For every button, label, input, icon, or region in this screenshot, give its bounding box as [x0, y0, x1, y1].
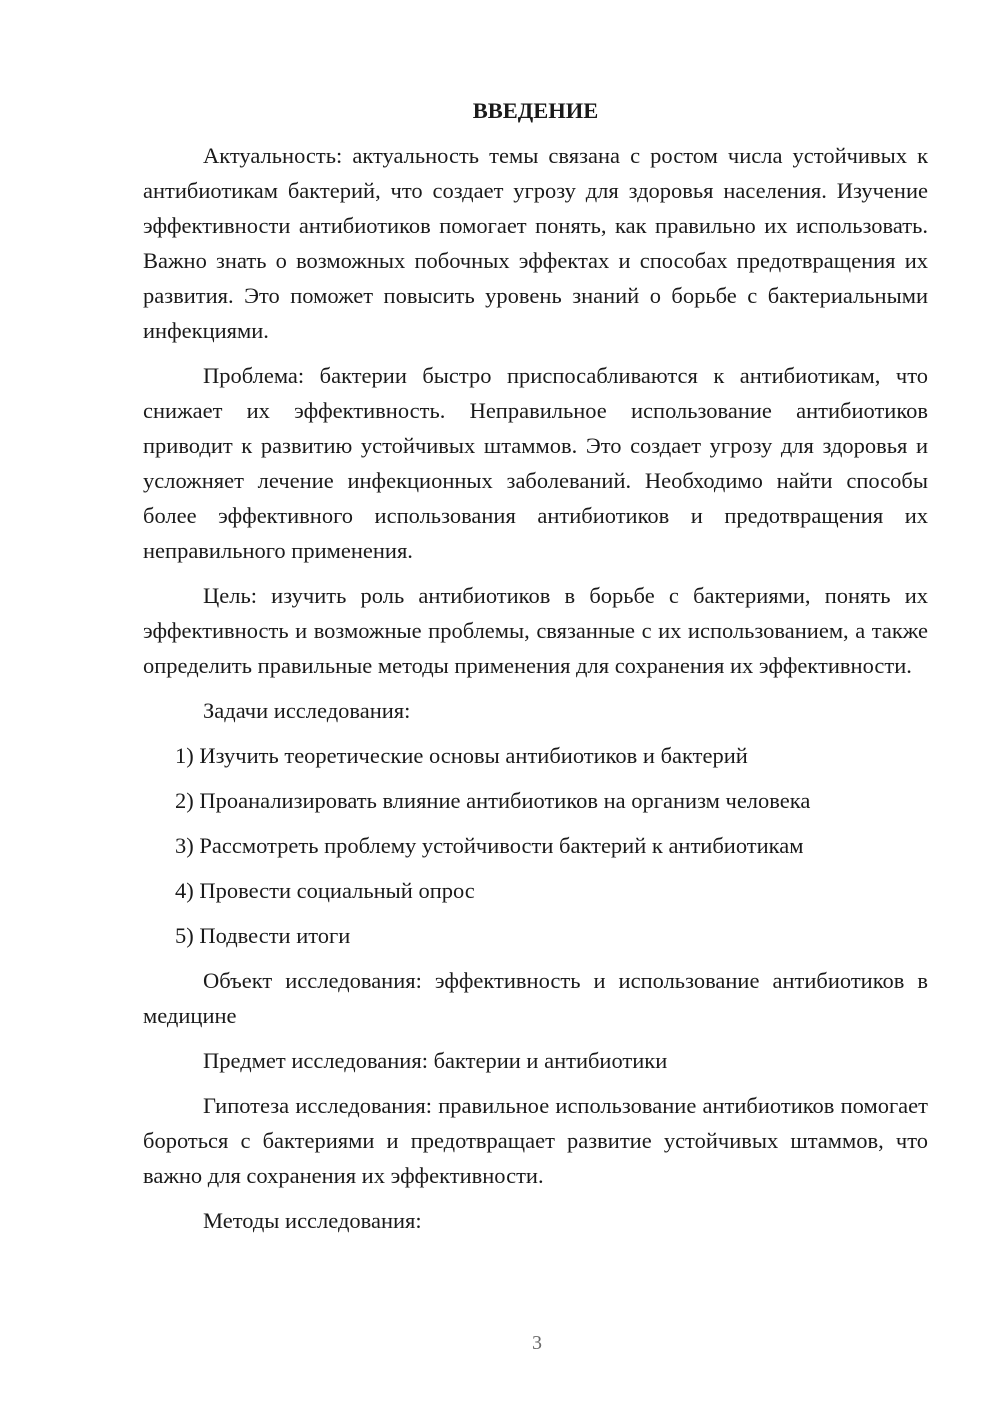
list-item: 4) Провести социальный опрос: [175, 878, 475, 903]
paragraph-problem: Проблема: бактерии быстро приспосабливаются к антибиотикам, что снижает их эффективность. Неправильное использование антибиотиков приводит к развитию устойчивых штаммов. Это создает угрозу для здоровья и усложняет лечение инфекционных заболеваний. Необходимо найти способы более эффективного использования антибиотиков и предотвращения их неправильного применения.: [143, 363, 928, 563]
section-heading: ВВЕДЕНИЕ: [472, 98, 599, 123]
list-item: 2) Проанализировать влияние антибиотиков на организм человека: [175, 788, 811, 813]
paragraph-relevance: Актуальность: актуальность темы связана с ростом числа устойчивых к антибиотикам бактерий, что создает угрозу для здоровья населения. Изучение эффективности антибиотиков помогает понять, как правильно их использовать. Важно знать о возможных побочных эффектах и способах предотвращения их развития. Это поможет повысить уровень знаний о борьбе с бактериальными инфекциями.: [143, 143, 928, 343]
paragraph-methods-title: Методы исследования:: [203, 1208, 422, 1233]
tasks-list: [143, 738, 928, 953]
page-number: 3: [532, 1332, 542, 1354]
paragraph-hypothesis: Гипотеза исследования: правильное использование антибиотиков помогает бороться с бактериями и предотвращает развитие устойчивых штаммов, что важно для сохранения их эффективности.: [143, 1093, 928, 1188]
list-item: 1) Изучить теоретические основы антибиотиков и бактерий: [175, 743, 748, 768]
page-content: [143, 93, 928, 1248]
paragraph-tasks-title: Задачи исследования:: [203, 698, 411, 723]
paragraph-subject: Предмет исследования: бактерии и антибиотики: [203, 1048, 668, 1073]
paragraph-goal: Цель: изучить роль антибиотиков в борьбе с бактериями, понять их эффективность и возможные проблемы, связанные с их использованием, а также определить правильные методы применения для сохранения их эффективности.: [143, 583, 928, 678]
list-item: 5) Подвести итоги: [175, 923, 351, 948]
paragraph-object: Объект исследования: эффективность и использование антибиотиков в медицине: [143, 968, 928, 1028]
list-item: 3) Рассмотреть проблему устойчивости бактерий к антибиотикам: [175, 833, 804, 858]
